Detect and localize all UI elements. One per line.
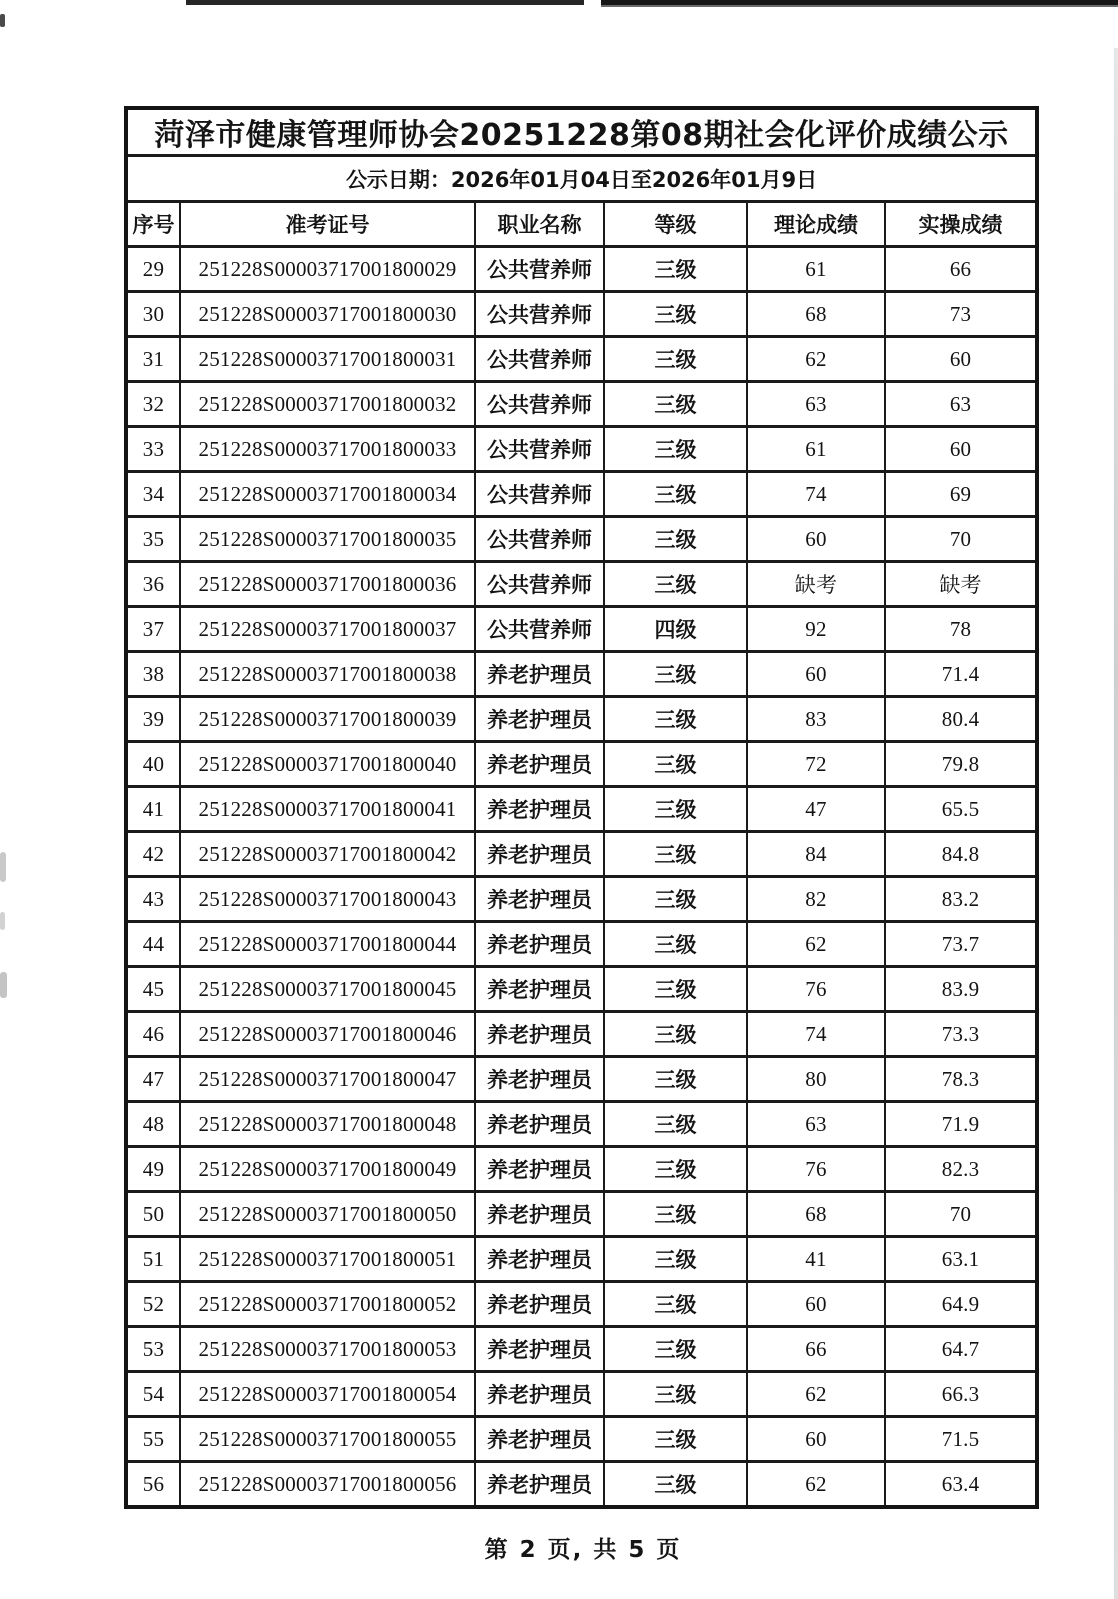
cell-level: 三级 [604,1417,747,1462]
cell-exam-id: 251228S00003717001800031 [180,337,475,382]
column-header-occupation: 职业名称 [475,202,604,247]
result-row [126,877,1037,922]
cell-occupation: 养老护理员 [475,877,604,922]
cell-exam-id: 251228S00003717001800042 [180,832,475,877]
cell-practical-score: 71.4 [885,652,1037,697]
cell-level: 三级 [604,427,747,472]
cell-level: 三级 [604,1237,747,1282]
page-number: 第 2 页, 共 5 页 [484,1537,682,1563]
cell-level: 三级 [604,562,747,607]
cell-exam-id: 251228S00003717001800043 [180,877,475,922]
cell-level: 三级 [604,1327,747,1372]
cell-level: 三级 [604,967,747,1012]
cell-practical-score: 79.8 [885,742,1037,787]
cell-practical-score: 73.3 [885,1012,1037,1057]
cell-practical-score: 71.5 [885,1417,1037,1462]
cell-index: 54 [126,1372,180,1417]
cell-occupation: 养老护理员 [475,1237,604,1282]
table-body [126,247,1037,1508]
result-row [126,292,1037,337]
result-row [126,562,1037,607]
cell-practical-score: 64.9 [885,1282,1037,1327]
cell-occupation: 养老护理员 [475,967,604,1012]
cell-occupation: 养老护理员 [475,1417,604,1462]
cell-exam-id: 251228S00003717001800048 [180,1102,475,1147]
cell-occupation: 养老护理员 [475,697,604,742]
cell-level: 三级 [604,832,747,877]
cell-exam-id: 251228S00003717001800051 [180,1237,475,1282]
cell-practical-score: 66 [885,247,1037,292]
column-header-index: 序号 [126,202,180,247]
cell-level: 四级 [604,607,747,652]
cell-exam-id: 251228S00003717001800032 [180,382,475,427]
cell-level: 三级 [604,697,747,742]
result-row [126,1012,1037,1057]
document-title: 菏泽市健康管理师协会20251228第08期社会化评价成绩公示 [126,108,1037,156]
cell-theory-score: 74 [747,472,885,517]
cell-level: 三级 [604,877,747,922]
cell-practical-score: 78.3 [885,1057,1037,1102]
cell-level: 三级 [604,517,747,562]
result-row [126,832,1037,877]
cell-occupation: 养老护理员 [475,1372,604,1417]
cell-index: 53 [126,1327,180,1372]
cell-exam-id: 251228S00003717001800055 [180,1417,475,1462]
cell-practical-score: 70 [885,1192,1037,1237]
cell-theory-score: 68 [747,1192,885,1237]
cell-index: 42 [126,832,180,877]
cell-theory-score: 80 [747,1057,885,1102]
result-row [126,1417,1037,1462]
cell-exam-id: 251228S00003717001800030 [180,292,475,337]
cell-theory-score: 47 [747,787,885,832]
cell-index: 31 [126,337,180,382]
cell-exam-id: 251228S00003717001800039 [180,697,475,742]
result-row [126,697,1037,742]
cell-theory-score: 60 [747,1282,885,1327]
cell-theory-score: 83 [747,697,885,742]
cell-exam-id: 251228S00003717001800037 [180,607,475,652]
cell-index: 52 [126,1282,180,1327]
cell-occupation: 公共营养师 [475,517,604,562]
cell-index: 39 [126,697,180,742]
cell-exam-id: 251228S00003717001800035 [180,517,475,562]
cell-level: 三级 [604,787,747,832]
cell-exam-id: 251228S00003717001800034 [180,472,475,517]
cell-index: 29 [126,247,180,292]
cell-practical-score: 60 [885,427,1037,472]
cell-practical-score: 69 [885,472,1037,517]
scan-artifact-smudge [0,852,6,882]
results-table [124,106,1039,1509]
cell-theory-score: 61 [747,427,885,472]
cell-level: 三级 [604,652,747,697]
cell-level: 三级 [604,1372,747,1417]
cell-exam-id: 251228S00003717001800047 [180,1057,475,1102]
cell-practical-score: 65.5 [885,787,1037,832]
result-row [126,652,1037,697]
cell-exam-id: 251228S00003717001800056 [180,1462,475,1508]
cell-level: 三级 [604,472,747,517]
cell-occupation: 公共营养师 [475,247,604,292]
cell-occupation: 养老护理员 [475,1147,604,1192]
cell-exam-id: 251228S00003717001800044 [180,922,475,967]
column-header-practical-score: 实操成绩 [885,202,1037,247]
cell-index: 45 [126,967,180,1012]
cell-index: 56 [126,1462,180,1508]
cell-exam-id: 251228S00003717001800036 [180,562,475,607]
cell-exam-id: 251228S00003717001800040 [180,742,475,787]
cell-practical-score: 80.4 [885,697,1037,742]
cell-theory-score: 76 [747,967,885,1012]
cell-level: 三级 [604,247,747,292]
cell-practical-score: 71.9 [885,1102,1037,1147]
cell-theory-score: 63 [747,382,885,427]
cell-theory-score: 74 [747,1012,885,1057]
result-row [126,1057,1037,1102]
cell-practical-score: 66.3 [885,1372,1037,1417]
result-row [126,1237,1037,1282]
cell-exam-id: 251228S00003717001800050 [180,1192,475,1237]
cell-index: 48 [126,1102,180,1147]
cell-level: 三级 [604,1282,747,1327]
cell-practical-score: 73.7 [885,922,1037,967]
cell-index: 33 [126,427,180,472]
cell-index: 35 [126,517,180,562]
result-row [126,1102,1037,1147]
cell-occupation: 养老护理员 [475,742,604,787]
cell-occupation: 公共营养师 [475,562,604,607]
cell-occupation: 公共营养师 [475,292,604,337]
cell-occupation: 养老护理员 [475,1282,604,1327]
cell-level: 三级 [604,1057,747,1102]
cell-theory-score: 缺考 [747,562,885,607]
cell-theory-score: 63 [747,1102,885,1147]
scan-artifact-right-edge [1114,48,1118,1599]
cell-index: 30 [126,292,180,337]
result-row [126,742,1037,787]
cell-index: 44 [126,922,180,967]
result-row [126,337,1037,382]
cell-practical-score: 缺考 [885,562,1037,607]
cell-level: 三级 [604,382,747,427]
cell-occupation: 公共营养师 [475,382,604,427]
cell-occupation: 养老护理员 [475,1102,604,1147]
cell-exam-id: 251228S00003717001800054 [180,1372,475,1417]
result-row [126,1192,1037,1237]
cell-occupation: 公共营养师 [475,427,604,472]
cell-theory-score: 62 [747,337,885,382]
cell-occupation: 养老护理员 [475,1012,604,1057]
cell-theory-score: 60 [747,517,885,562]
cell-index: 55 [126,1417,180,1462]
cell-theory-score: 41 [747,1237,885,1282]
cell-occupation: 公共营养师 [475,337,604,382]
publication-date: 公示日期：2026年01月04日至2026年01月9日 [126,156,1037,202]
column-header-exam-id: 准考证号 [180,202,475,247]
cell-practical-score: 83.9 [885,967,1037,1012]
result-row [126,1372,1037,1417]
date-row [126,156,1037,202]
cell-level: 三级 [604,292,747,337]
column-header-level: 等级 [604,202,747,247]
cell-theory-score: 82 [747,877,885,922]
scan-artifact-smudge [0,912,5,930]
cell-exam-id: 251228S00003717001800038 [180,652,475,697]
cell-occupation: 养老护理员 [475,1462,604,1508]
cell-practical-score: 64.7 [885,1327,1037,1372]
cell-exam-id: 251228S00003717001800046 [180,1012,475,1057]
cell-index: 34 [126,472,180,517]
cell-practical-score: 63.1 [885,1237,1037,1282]
cell-index: 38 [126,652,180,697]
cell-occupation: 公共营养师 [475,472,604,517]
cell-exam-id: 251228S00003717001800041 [180,787,475,832]
cell-index: 50 [126,1192,180,1237]
cell-level: 三级 [604,1102,747,1147]
cell-index: 41 [126,787,180,832]
cell-exam-id: 251228S00003717001800045 [180,967,475,1012]
cell-index: 49 [126,1147,180,1192]
cell-practical-score: 84.8 [885,832,1037,877]
cell-theory-score: 68 [747,292,885,337]
cell-index: 46 [126,1012,180,1057]
cell-level: 三级 [604,1147,747,1192]
scan-artifact-smudge [0,972,7,998]
cell-index: 51 [126,1237,180,1282]
scan-artifact-speck [0,14,5,27]
result-row [126,967,1037,1012]
table-header-row [126,202,1037,247]
cell-practical-score: 73 [885,292,1037,337]
cell-practical-score: 63 [885,382,1037,427]
result-row [126,472,1037,517]
cell-occupation: 养老护理员 [475,832,604,877]
cell-theory-score: 61 [747,247,885,292]
cell-practical-score: 78 [885,607,1037,652]
cell-practical-score: 60 [885,337,1037,382]
cell-exam-id: 251228S00003717001800053 [180,1327,475,1372]
result-row [126,1147,1037,1192]
cell-index: 40 [126,742,180,787]
cell-level: 三级 [604,1462,747,1508]
cell-occupation: 养老护理员 [475,1057,604,1102]
cell-level: 三级 [604,1192,747,1237]
scan-artifact-top-band-left [186,0,584,5]
cell-level: 三级 [604,922,747,967]
cell-index: 43 [126,877,180,922]
cell-level: 三级 [604,337,747,382]
cell-practical-score: 82.3 [885,1147,1037,1192]
title-row [126,108,1037,156]
cell-level: 三级 [604,742,747,787]
scan-artifact-top-band-right [601,0,1118,7]
result-row [126,922,1037,967]
cell-occupation: 养老护理员 [475,787,604,832]
cell-index: 37 [126,607,180,652]
result-row [126,787,1037,832]
cell-occupation: 公共营养师 [475,607,604,652]
result-row [126,517,1037,562]
result-row [126,1282,1037,1327]
cell-theory-score: 62 [747,1372,885,1417]
result-row [126,382,1037,427]
cell-theory-score: 66 [747,1327,885,1372]
result-row [126,247,1037,292]
cell-practical-score: 83.2 [885,877,1037,922]
cell-exam-id: 251228S00003717001800033 [180,427,475,472]
column-header-theory-score: 理论成绩 [747,202,885,247]
cell-occupation: 养老护理员 [475,1327,604,1372]
cell-index: 32 [126,382,180,427]
cell-practical-score: 70 [885,517,1037,562]
cell-theory-score: 62 [747,922,885,967]
cell-practical-score: 63.4 [885,1462,1037,1508]
cell-theory-score: 60 [747,1417,885,1462]
cell-occupation: 养老护理员 [475,652,604,697]
cell-theory-score: 72 [747,742,885,787]
cell-exam-id: 251228S00003717001800029 [180,247,475,292]
cell-exam-id: 251228S00003717001800052 [180,1282,475,1327]
cell-theory-score: 92 [747,607,885,652]
cell-occupation: 养老护理员 [475,922,604,967]
cell-theory-score: 76 [747,1147,885,1192]
cell-level: 三级 [604,1012,747,1057]
cell-occupation: 养老护理员 [475,1192,604,1237]
result-row [126,1462,1037,1508]
result-row [126,1327,1037,1372]
cell-index: 47 [126,1057,180,1102]
result-row [126,427,1037,472]
cell-index: 36 [126,562,180,607]
cell-theory-score: 84 [747,832,885,877]
result-row [126,607,1037,652]
cell-theory-score: 60 [747,652,885,697]
cell-exam-id: 251228S00003717001800049 [180,1147,475,1192]
cell-theory-score: 62 [747,1462,885,1508]
